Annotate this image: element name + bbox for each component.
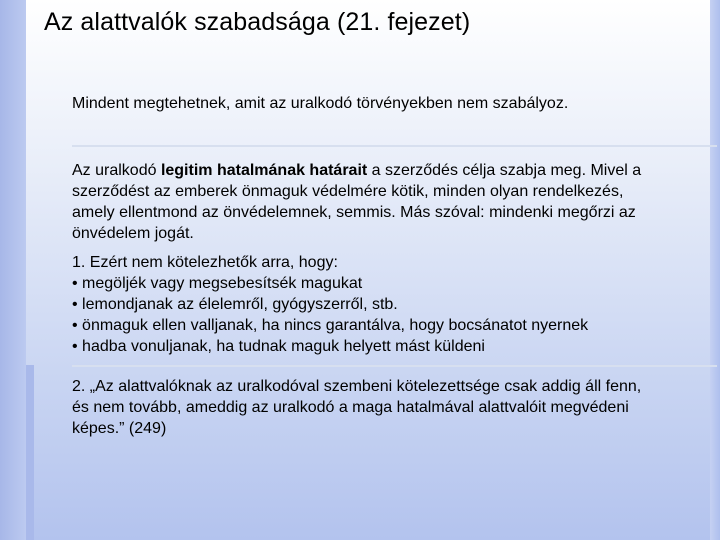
paragraph-3-heading: 1. Ezért nem kötelezhetők arra, hogy: [72,254,338,271]
paragraph-2-emphasis: legitim hatalmának határait [160,162,368,179]
paragraph-2-line-3: amely ellentmond az önvédelemnek, semmis. Más szóval: mindenki megőrzi az [72,204,636,221]
paragraph-2 [72,160,717,244]
paragraph-4-line-3: képes.” (249) [72,420,167,437]
list-item: • hadba vonuljanak, ha tudnak maguk helyett mást küldeni [72,338,485,355]
lower-decorative-stripe [26,365,34,540]
paragraph-3 [72,252,717,357]
paragraph-4 [72,376,717,439]
paragraph-2-line-2: szerződést az emberek önmaguk védelmére kötik, minden olyan rendelkezés, [72,183,624,200]
separator [72,145,717,147]
paragraph-2-line-1 [72,160,717,181]
list-item: • lemondjanak az élelemről, gyógyszerről, stb. [72,296,398,313]
paragraph-4-line-1: 2. „Az alattvalóknak az uralkodóval szembeni kötelezettsége csak addig áll fenn, [72,378,642,395]
paragraph-4-line-2: és nem tovább, ameddig az uralkodó a maga hatalmával alattvalóit megvédeni [72,399,629,416]
paragraph-1 [72,93,717,114]
list-item: • önmaguk ellen valljanak, ha nincs garantálva, hogy bocsánatot nyernek [72,317,589,334]
separator [72,365,717,367]
paragraph-2-line-4: önvédelem jogát. [72,225,194,242]
paragraph-2-line-1-rest: a szerződés célja szabja meg. Mivel a [367,162,642,179]
left-decorative-stripe [0,0,26,540]
paragraph-2-lead: Az uralkodó [72,162,161,179]
paragraph-1-text: Mindent megtehetnek, amit az uralkodó törvényekben nem szabályoz. [72,95,569,112]
slide-title: Az alattvalók szabadsága (21. fejezet) [44,8,471,36]
list-item: • megöljék vagy megsebesítsék magukat [72,275,363,292]
